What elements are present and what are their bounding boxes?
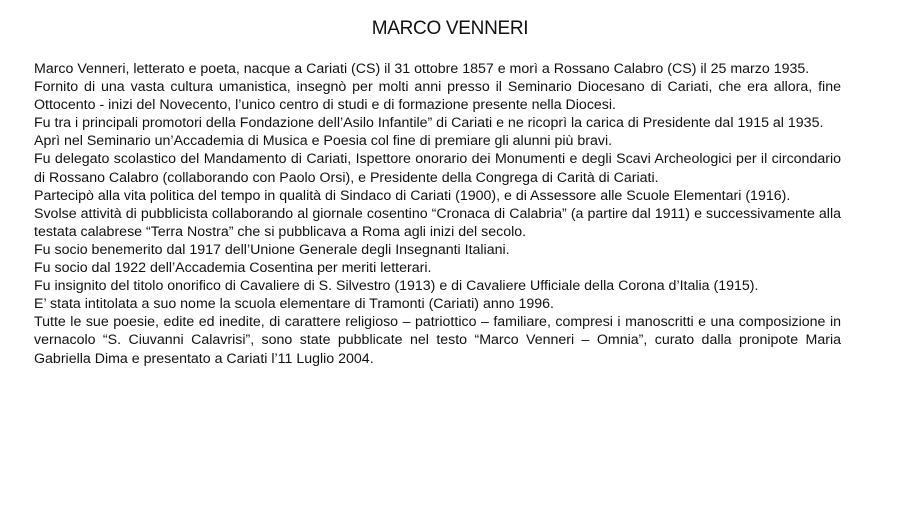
page-title: MARCO VENNERI [371,18,529,39]
paragraph-scuola: E’ stata intitolata a suo nome la scuola elementare di Tramonti (Cariati) anno 1996. [34,296,554,313]
paragraph-onorificenze: Fu insignito del titolo onorifico di Cavaliere di S. Silvestro (1913) e di Cavaliere Ufficiale della Corona d’Italia (1915). [34,278,759,295]
paragraph-socio-insegnanti: Fu socio benemerito dal 1917 dell’Unione Generale degli Insegnanti Italiani. [34,241,510,258]
paragraph-socio-accademia: Fu socio dal 1922 dell’Accademia Cosentina per meriti letterari. [34,260,432,277]
paragraph-politica: Partecipò alla vita politica del tempo in qualità di Sindaco di Cariati (1900), e di Assessore alle Scuole Elementari (1916). [34,187,791,204]
paragraph-asilo: Fu tra i principali promotori della Fondazione dell’Asilo Infantile” di Cariati e ne ricoprì la carica di Presidente dal 1915 al 1935. [34,115,824,132]
paragraph-birth-death: Marco Venneri, letterato e poeta, nacque a Cariati (CS) il 31 ottobre 1857 e morì a Rossano Calabro (CS) il 25 marzo 1935. [34,61,810,77]
paragraph-pubblicista: Svolse attività di pubblicista collaborando al giornale cosentino “Cronaca di Calabria” (a partire dal 1911) e successivamente alla testata calabrese “Terra Nostra” che si pubblicava a Roma agli inizi del secolo. [34,205,841,240]
biography-text [34,60,841,368]
paragraph-delegato: Fu delegato scolastico del Mandamento di Cariati, Ispettore onorario dei Monumenti e degli Scavi Archeologici per il circondario di Rossano Calabro (collaborando con Paolo Orsi), e Presidente della Congrega di Carità di Cariati. [34,151,841,186]
paragraph-education: Fornito di una vasta cultura umanistica, insegnò per molti anni presso il Seminario Diocesano di Cariati, che era allora, fine Ottocento - inizi del Novecento, l’unico centro di studi e di formazione presente nella Diocesi. [34,79,841,114]
paragraph-accademia-musica: Aprì nel Seminario un’Accademia di Musica e Poesia col fine di premiare gli alunni più bravi. [34,133,613,150]
paragraph-poesie: Tutte le sue poesie, edite ed inedite, di carattere religioso – patriottico – familiare, compresi i manoscritti e una composizione in vernacolo “S. Ciuvanni Calavrisi”, sono state pubblicate nel testo “Marco Venneri – Omnia”, curato dalla pronipote Maria Gabriella Dima e presentato a Cariati l’11 Luglio 2004. [34,314,841,367]
